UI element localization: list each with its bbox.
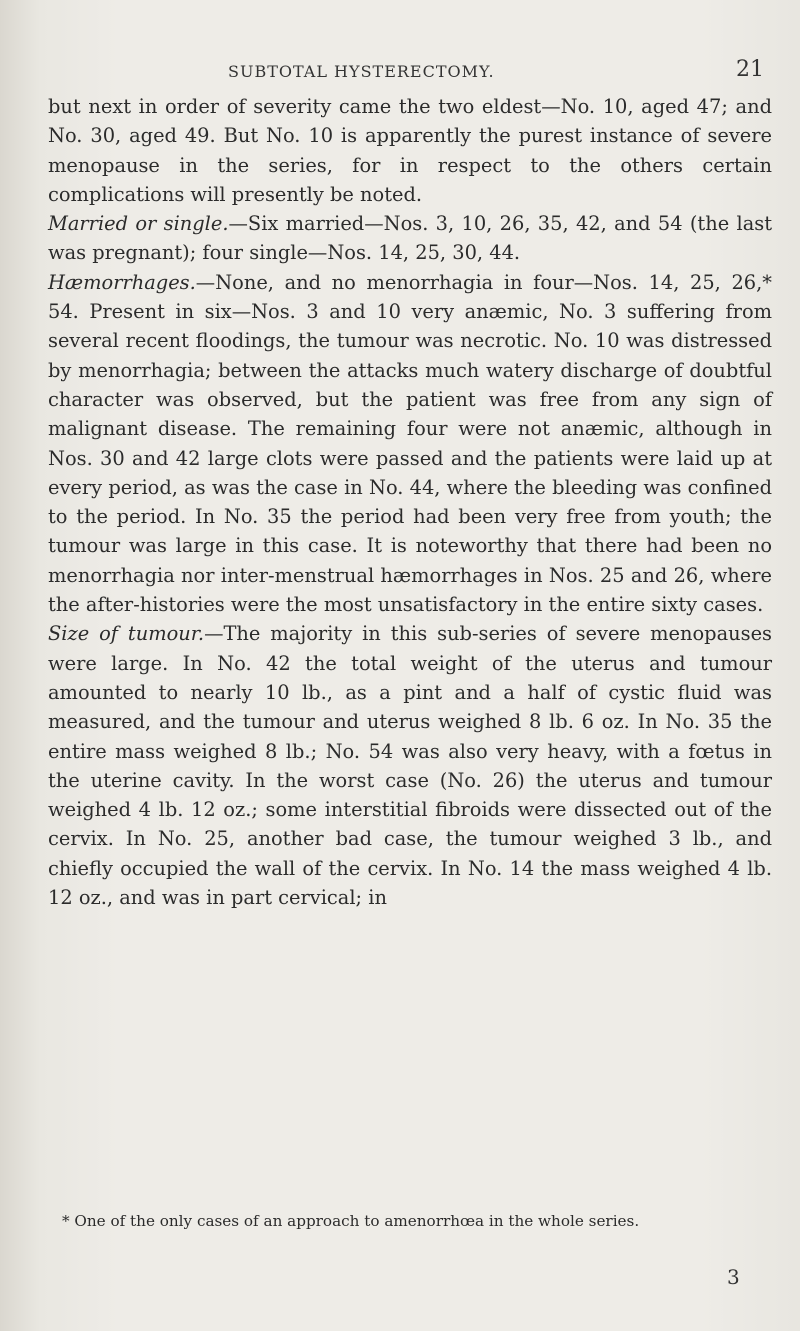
footnote: * One of the only cases of an approach to amenorrhœa in the whole series. xyxy=(62,1212,640,1230)
paragraph-size-of-tumour xyxy=(48,619,772,912)
paragraph-text: —The majority in this sub-series of severe menopauses were large. In No. 42 the total weight of the uterus and tumour amounted to nearly 10 lb., as a pint and a half of cystic fluid was measured, and the tumour and uterus weighed 8 lb. 6 oz. In No. 35 the entire mass weighed 8 lb.; No. 54 was also very heavy, with a fœtus in the uterine cavity. In the worst case (No. 26) the uterus and tumour weighed 4 lb. 12 oz.; some interstitial fibroids were dissected out of the cervix. In No. 25, another bad case, the tumour weighed 3 lb., and chiefly occupied the wall of the cervix. In No. 14 the mass weighed 4 lb. 12 oz., and was in part cervical; in xyxy=(48,622,772,910)
paragraph-intro xyxy=(48,92,772,209)
paragraph-haemorrhages xyxy=(48,268,772,620)
paragraph-heading: Size of tumour. xyxy=(48,622,205,646)
running-head: SUBTOTAL HYSTERECTOMY. xyxy=(228,62,495,81)
paragraph-heading: Hæmorrhages. xyxy=(48,270,196,294)
signature-mark: 3 xyxy=(727,1265,740,1289)
paragraph-married-or-single xyxy=(48,209,772,268)
page-number: 21 xyxy=(736,57,764,82)
body-text xyxy=(48,92,772,912)
paragraph-text: —Six married—Nos. 3, 10, 26, 35, 42, and 54 (the last was pregnant); four single—Nos. 14, 25, 30, 44. xyxy=(48,212,772,265)
paragraph-text: —None, and no menorrhagia in four—Nos. 14, 25, 26,* 54. Present in six—Nos. 3 and 10 very anæmic, No. 3 suffering from several recent floodings, the tumour was necrotic. No. 10 was distressed by menorrhagia; between the attacks much watery discharge of doubtful character was observed, but the patient was free from any sign of malignant disease. The remaining four were not anæmic, although in Nos. 30 and 42 large clots were passed and the patients were laid up at every period, as was the case in No. 44, where the bleeding was confined to the period. In No. 35 the period had been very free from youth; the tumour was large in this case. It is noteworthy that there had been no menorrhagia nor inter-menstrual hæmorrhages in Nos. 25 and 26, where the after-histories were the most unsatisfactory in the entire sixty cases. xyxy=(48,270,772,617)
paragraph-text: but next in order of severity came the two eldest—No. 10, aged 47; and No. 30, aged 49. But No. 10 is apparently the purest instance of severe menopause in the series, for in respect to the others certain complications will presently be noted. xyxy=(48,95,772,206)
paragraph-heading: Married or single. xyxy=(48,212,229,236)
